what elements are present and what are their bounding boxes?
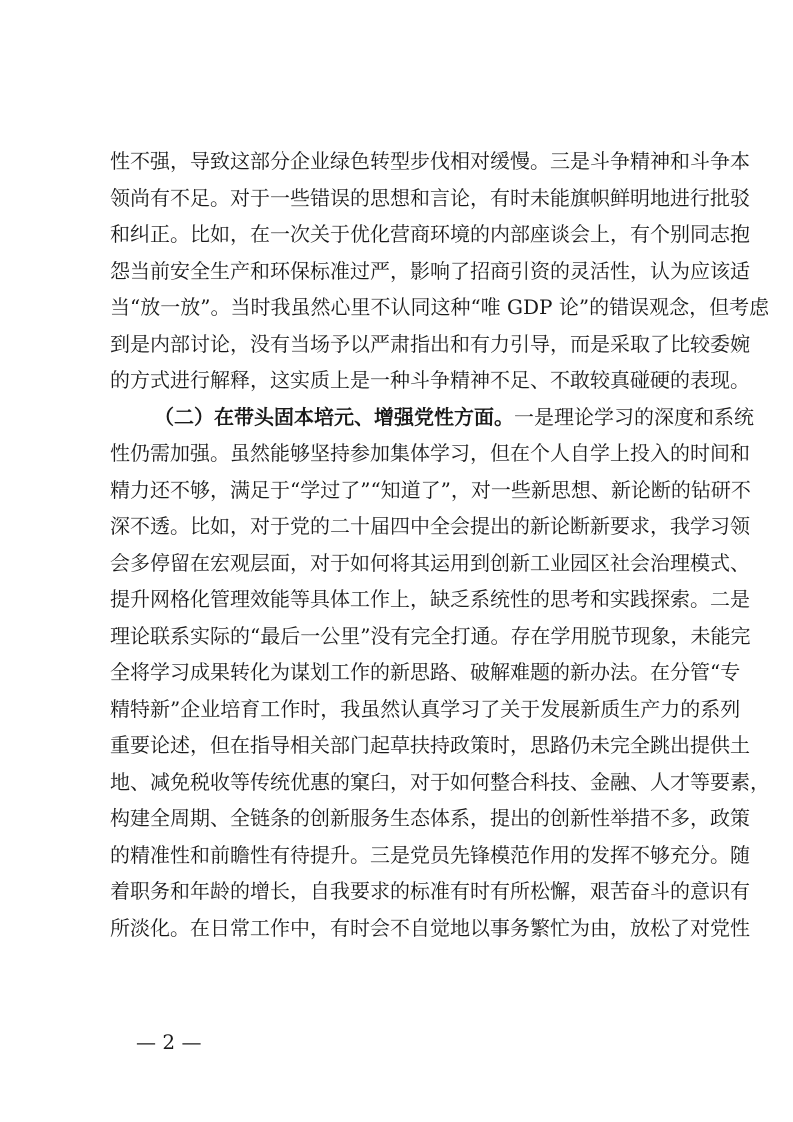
text-line: 提升网格化管理效能等具体工作上，缺乏系统性的思考和实践探索。二是 xyxy=(110,587,750,611)
text-line: 和纠正。比如，在一次关于优化营商环境的内部座谈会上，有个别同志抱 xyxy=(110,222,750,246)
body-text xyxy=(110,143,770,946)
section-heading: （二）在带头固本培元、增强党性方面。 xyxy=(154,404,514,429)
text-line: 到是内部讨论，没有当场予以严肃指出和有力引导，而是采取了比较委婉 xyxy=(110,331,750,356)
text-line: 性不强，导致这部分企业绿色转型步伐相对缓慢。三是斗争精神和斗争本 xyxy=(110,149,750,173)
text-line: 性仍需加强。虽然能够坚持参加集体学习，但在个人自学上投入的时间和 xyxy=(110,441,750,465)
text-line: 会多停留在宏观层面，对于如何将其运用到创新工业园区社会治理模式、 xyxy=(110,550,750,575)
text-line: 精特新”企业培育工作时，我虽然认真学习了关于发展新质生产力的系列 xyxy=(110,696,741,721)
text-line: 当“放一放”。当时我虽然心里不认同这种“唯 GDP 论”的错误观念，但考虑 xyxy=(110,295,770,319)
text-line: 全将学习成果转化为谋划工作的新思路、破解难题的新办法。在分管“专 xyxy=(110,660,741,684)
heading-line-rest: 一是理论学习的深度和系统 xyxy=(514,404,754,429)
section-heading-line xyxy=(110,399,754,436)
text-line: 所淡化。在日常工作中，有时会不自觉地以事务繁忙为由，放松了对党性 xyxy=(110,915,750,940)
text-line: 着职务和年龄的增长，自我要求的标准有时有所松懈，艰苦奋斗的意识有 xyxy=(110,879,750,903)
page-number: — 2 — xyxy=(136,1030,202,1054)
text-line: 构建全周期、全链条的创新服务生态体系，提出的创新性举措不多，政策 xyxy=(110,806,750,830)
text-line: 的精准性和前瞻性有待提升。三是党员先锋模范作用的发挥不够充分。随 xyxy=(110,842,750,867)
text-line: 深不透。比如，对于党的二十届四中全会提出的新论断新要求，我学习领 xyxy=(110,514,750,538)
text-line: 精力还不够，满足于“学过了”“知道了”，对一些新思想、新论断的钻研不 xyxy=(110,477,751,502)
text-line: 重要论述，但在指导相关部门起草扶持政策时，思路仍未完全跳出提供土 xyxy=(110,733,750,757)
text-line: 的方式进行解释，这实质上是一种斗争精神不足、不敢较真碰硬的表现。 xyxy=(110,368,750,392)
text-line: 怨当前安全生产和环保标准过严，影响了招商引资的灵活性，认为应该适 xyxy=(110,258,750,283)
text-line: 地、减免税收等传统优惠的窠臼，对于如何整合科技、金融、人才等要素， xyxy=(110,769,770,794)
text-line: 理论联系实际的“最后一公里”没有完全打通。存在学用脱节现象，未能完 xyxy=(110,623,751,648)
text-line: 领尚有不足。对于一些错误的思想和言论，有时未能旗帜鲜明地进行批驳 xyxy=(110,185,750,210)
